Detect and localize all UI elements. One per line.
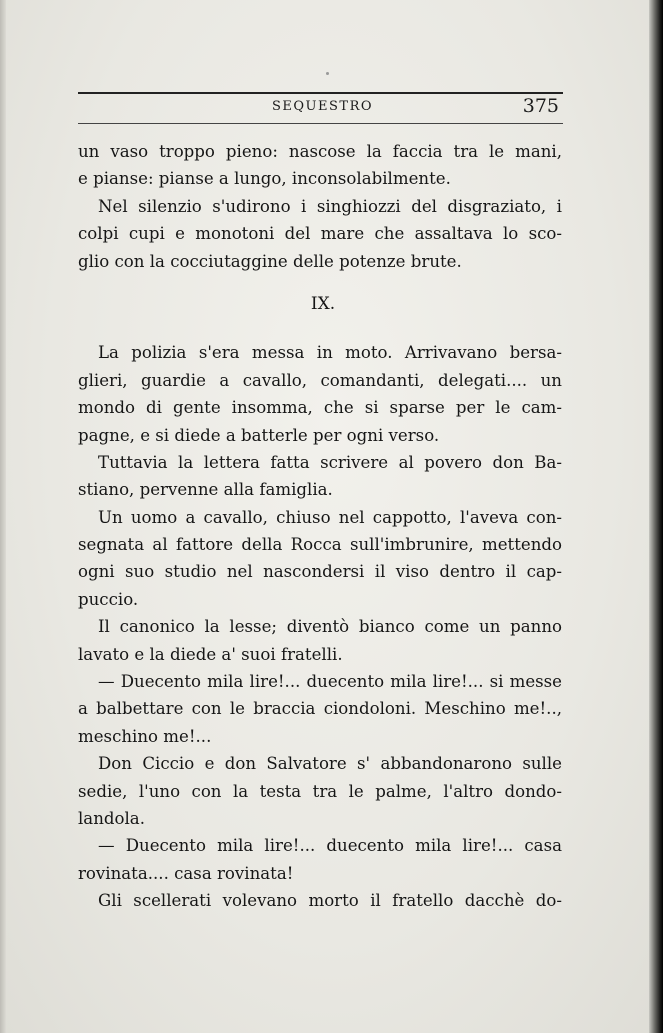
page-left-edge <box>0 0 6 1033</box>
text-line: stiano, pervenne alla famiglia. <box>78 480 333 500</box>
text-line: — Duecento mila lire!... duecento mila lire!... si messe <box>98 672 562 692</box>
text-line: Nel silenzio s'udirono i singhiozzi del disgraziato, i <box>98 196 562 216</box>
header-rule-top <box>78 92 563 94</box>
text-line: segnata al fattore della Rocca sull'imbrunire, mettendo <box>78 535 562 555</box>
text-line: Il canonico la lesse; diventò bianco come un panno <box>98 617 562 637</box>
text-line: landola. <box>78 808 145 828</box>
scan-speck <box>326 72 329 75</box>
text-line: e pianse: pianse a lungo, inconsolabilmente. <box>78 169 451 189</box>
text-line: La polizia s'era messa in moto. Arrivavano bersa- <box>98 343 562 363</box>
text-line: Un uomo a cavallo, chiuso nel cappotto, l'aveva con- <box>98 507 562 527</box>
text-line: glio con la cocciutaggine delle potenze brute. <box>78 251 462 271</box>
chapter-heading: IX. <box>310 293 336 314</box>
text-line: a balbettare con le braccia ciondoloni. Meschino me!.., <box>78 699 562 719</box>
text-line: ogni suo studio nel nascondersi il viso dentro il cap- <box>78 562 562 582</box>
text-line: lavato e la diede a' suoi fratelli. <box>78 644 343 664</box>
running-head <box>78 97 563 119</box>
running-title: SEQUESTRO <box>272 99 374 114</box>
text-line: Gli scellerati volevano morto il fratello dacchè do- <box>98 891 562 911</box>
page-right-edge <box>649 0 663 1033</box>
page-body <box>78 138 562 915</box>
header-rule-bottom <box>78 123 563 124</box>
text-line: puccio. <box>78 589 139 609</box>
text-line: un vaso troppo pieno: nascose la faccia tra le mani, <box>78 142 562 161</box>
text-line: sedie, l'uno con la testa tra le palme, l'altro dondo- <box>78 781 562 801</box>
text-line: rovinata.... casa rovinata! <box>78 863 294 883</box>
page-number: 375 <box>522 95 559 117</box>
text-line: Tuttavia la lettera fatta scrivere al povero don Ba- <box>98 452 562 472</box>
text-line: glieri, guardie a cavallo, comandanti, delegati.... un <box>78 370 562 390</box>
text-line: colpi cupi e monotoni del mare che assaltava lo sco- <box>78 224 562 244</box>
text-line: — Duecento mila lire!... duecento mila lire!... casa <box>98 836 562 856</box>
text-line: meschino me!... <box>78 726 212 746</box>
text-line: Don Ciccio e don Salvatore s' abbandonarono sulle <box>98 754 562 774</box>
text-line: pagne, e si diede a batterle per ogni verso. <box>78 425 440 445</box>
text-line: mondo di gente insomma, che si sparse per le cam- <box>78 398 562 418</box>
